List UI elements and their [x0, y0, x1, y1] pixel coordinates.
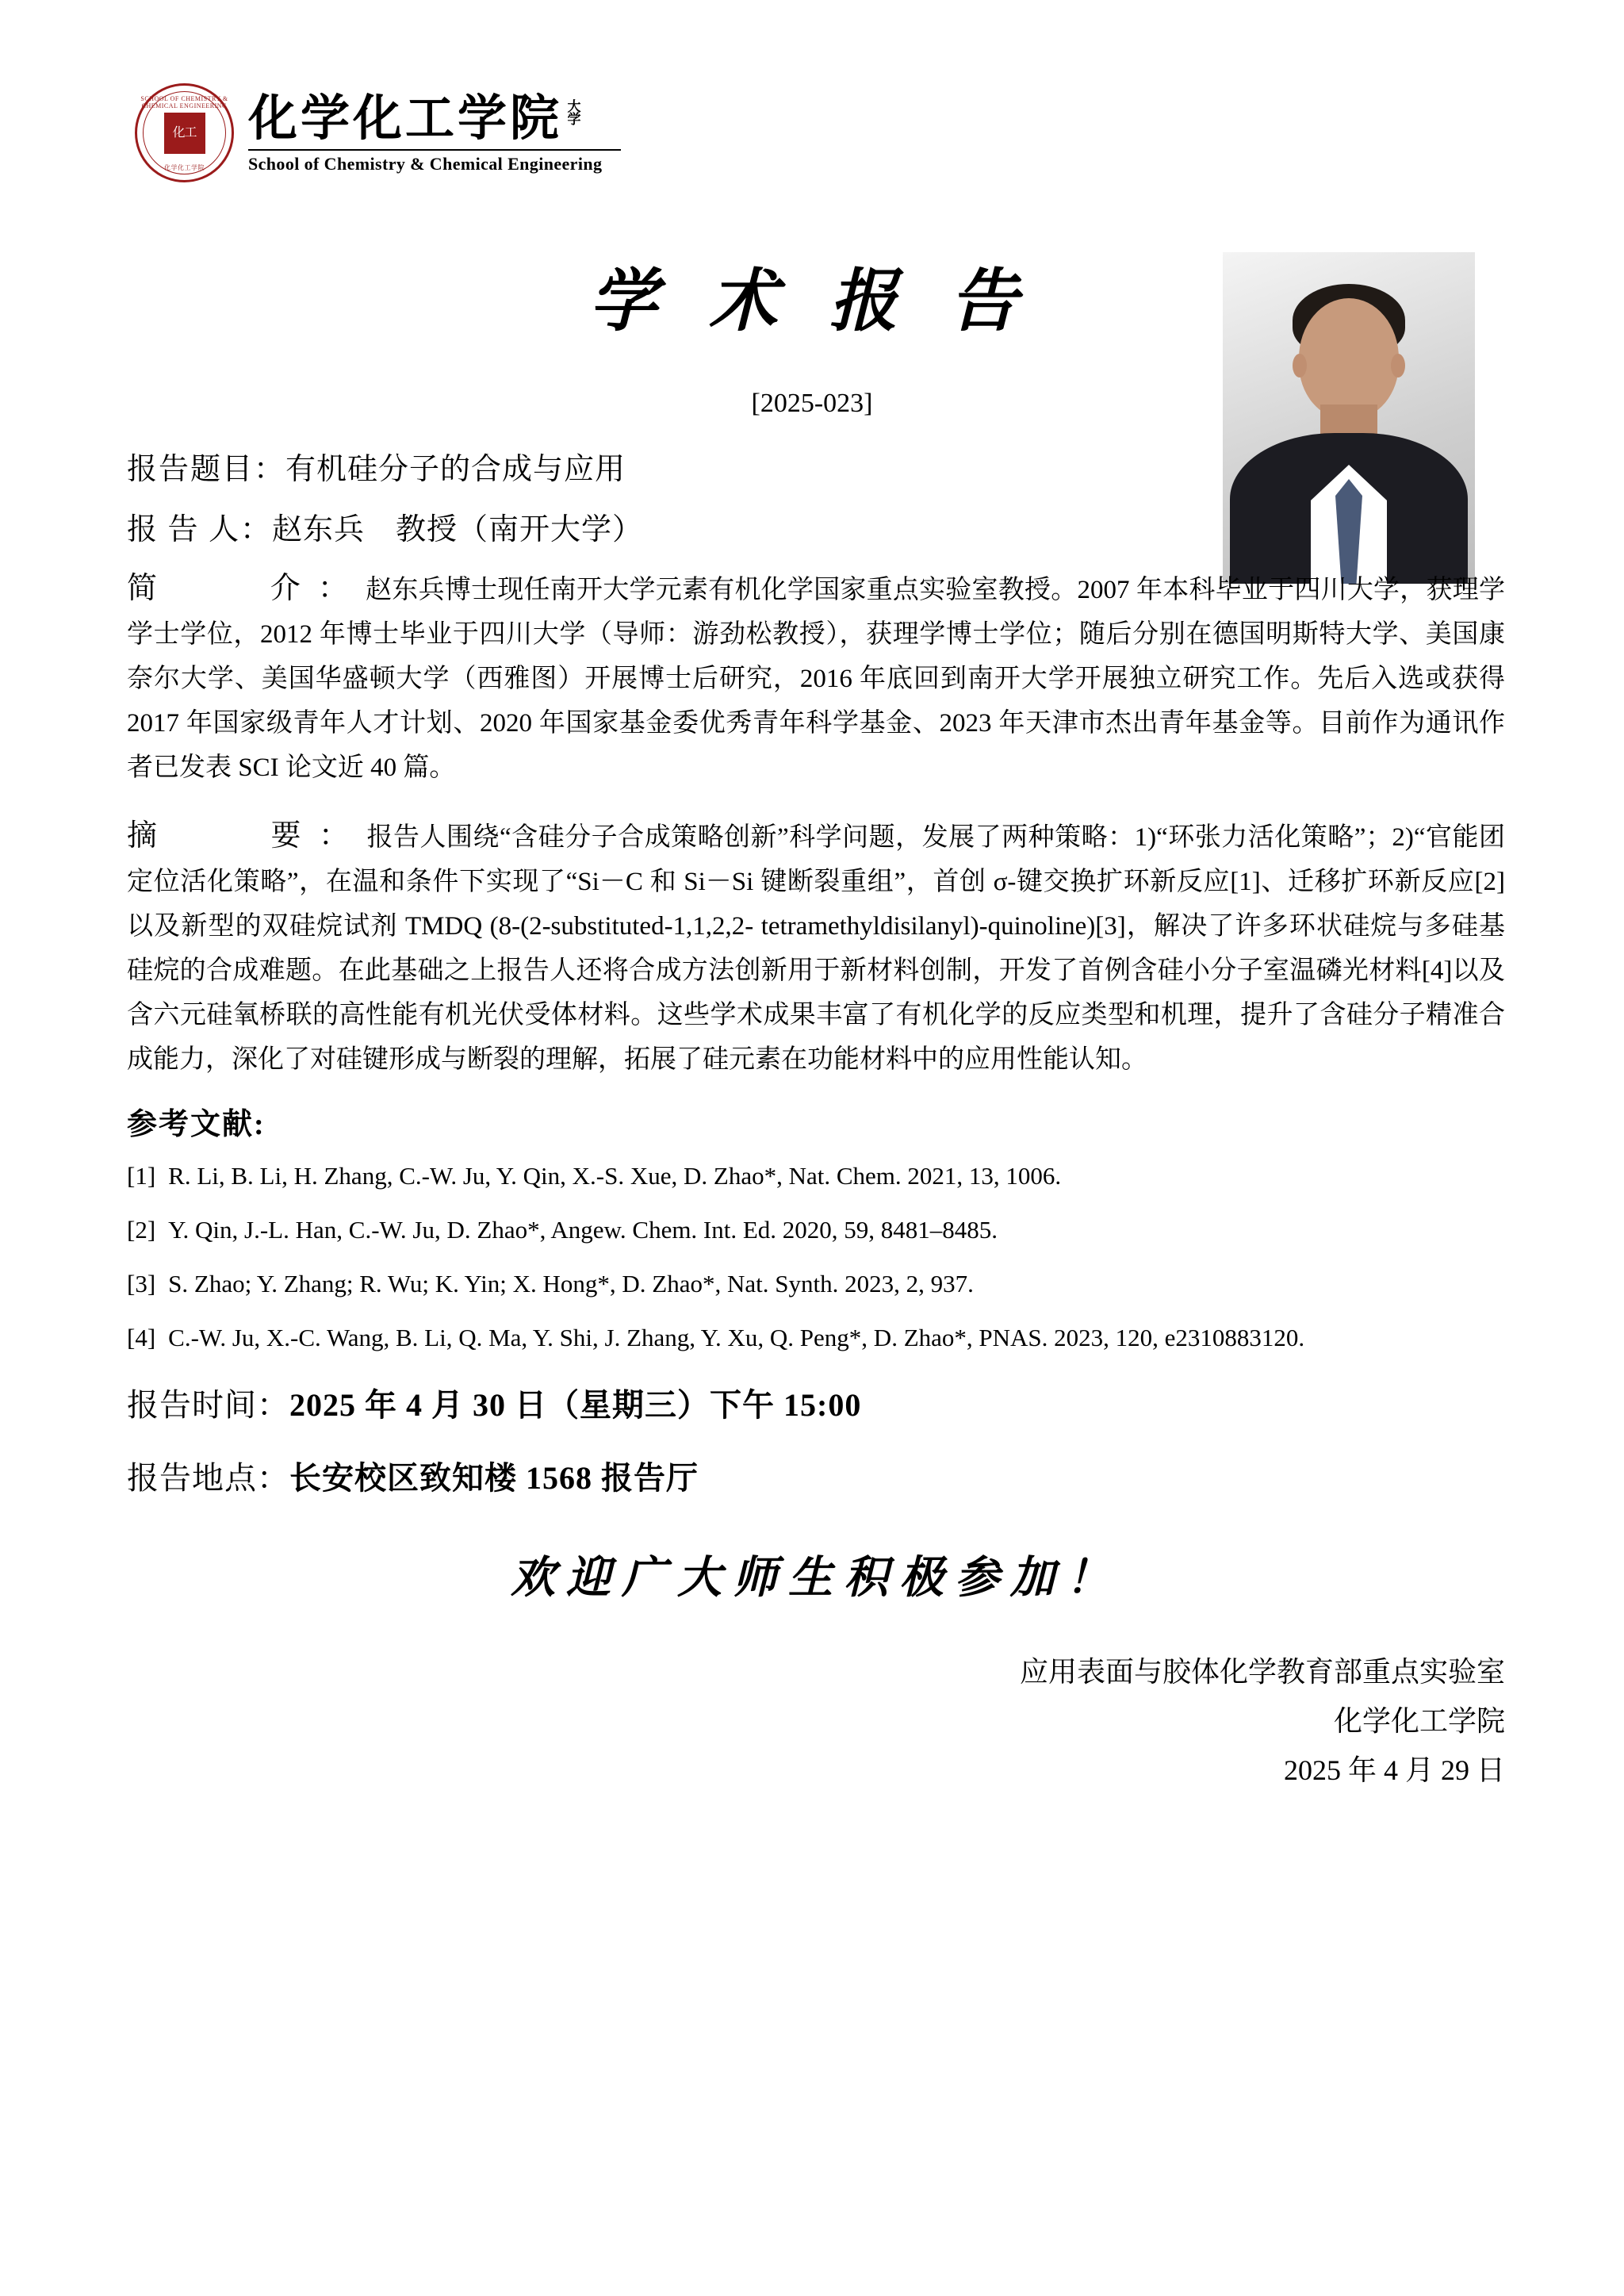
- poster-content: [127, 444, 1505, 1795]
- portrait-head: [1299, 298, 1399, 419]
- school-name-block: [248, 92, 621, 174]
- reference-text: C.-W. Ju, X.-C. Wang, B. Li, Q. Ma, Y. Shi, J. Zhang, Y. Xu, Q. Peng*, D. Zhao*, PNAS. 2023, 120, e2310883120.: [168, 1324, 1305, 1351]
- event-time-value: 2025 年 4 月 30 日（星期三）下午 15:00: [289, 1387, 862, 1423]
- reference-number: [2]: [127, 1216, 156, 1244]
- poster-footer: [127, 1647, 1505, 1795]
- biography-label: 简 介：: [127, 572, 366, 605]
- biography-text: 赵东兵博士现任南开大学元素有机化学国家重点实验室教授。2007 年本科毕业于四川大学，获理学学士学位，2012 年博士毕业于四川大学（导师：游劲松教授），获理学博士学位；随后分别在德国明斯特大学、美国康奈尔大学、美国华盛顿大学（西雅图）开展博士后研究，2016 年底回到南开大学开展独立研究工作。先后入选或获得 2017 年国家级青年人才计划、2020 年国家基金委优秀青年科学基金、2023 年天津市杰出青年基金等。目前作为通讯作者已发表 SCI 论文近 40 篇。: [127, 576, 1505, 782]
- reference-number: [4]: [127, 1324, 156, 1351]
- speaker-row: [127, 504, 1063, 555]
- event-place-label: 报告地点：: [127, 1460, 289, 1496]
- school-seal-icon: [135, 83, 234, 182]
- footer-date: 2025 年 4 月 29 日: [1283, 1754, 1505, 1786]
- abstract-paragraph: [127, 814, 1505, 1082]
- reference-item: [127, 1317, 1505, 1359]
- school-name-cn-side: 大学: [567, 98, 581, 127]
- reference-number: [1]: [127, 1162, 156, 1190]
- speaker-value: 赵东兵 教授（南开大学）: [272, 513, 644, 546]
- event-place-value: 长安校区致知楼 1568 报告厅: [289, 1460, 699, 1496]
- footer-school-name: 化学化工学院: [1333, 1705, 1505, 1737]
- event-time-label: 报告时间：: [127, 1387, 289, 1423]
- seal-ring-top-text: SCHOOL OF CHEMISTRY & CHEMICAL ENGINEERING: [140, 95, 228, 109]
- reference-text: S. Zhao; Y. Zhang; R. Wu; K. Yin; X. Hong*, D. Zhao*, Nat. Synth. 2023, 2, 937.: [168, 1270, 974, 1297]
- portrait-ear-right: [1391, 354, 1405, 378]
- reference-text: Y. Qin, J.-L. Han, C.-W. Ju, D. Zhao*, Angew. Chem. Int. Ed. 2020, 59, 8481–8485.: [168, 1216, 998, 1244]
- page-title: 学 术 报 告: [588, 263, 1036, 339]
- school-logo: [135, 83, 621, 182]
- abstract-label: 摘 要：: [127, 819, 367, 853]
- topic-label: 报告题目：: [127, 453, 286, 486]
- seal-ring-bottom-text: 化学化工学院: [164, 164, 205, 171]
- event-time-row: [127, 1379, 1505, 1432]
- footer-lab-name: 应用表面与胶体化学教育部重点实验室: [1019, 1656, 1505, 1688]
- reference-item: [127, 1156, 1505, 1197]
- event-place-row: [127, 1452, 1505, 1504]
- reference-number: [3]: [127, 1270, 156, 1297]
- abstract-text: 报告人围绕“含硅分子合成策略创新”科学问题，发展了两种策略：1)“环张力活化策略”；2)“官能团定位活化策略”，在温和条件下实现了“Si－C 和 Si－Si 键断裂重组”，首创 σ-键交换扩环新反应[1]、迁移扩环新反应[2]以及新型的双硅烷试剂 TMDQ (8-(2-substituted-1,1,2,2- tetramethyldisilanyl)-quinoline)[3]，解决了许多环状硅烷与多硅基硅烷的合成难题。在此基础之上报告人还将合成方法创新用于新材料创制，开发了首例含硅小分子室温磷光材料[4]以及含六元硅氧桥联的高性能有机光伏受体材料。这些学术成果丰富了有机化学的反应类型和机理，提升了含硅分子精准合成能力，深化了对硅键形成与断裂的理解，拓展了硅元素在功能材料中的应用性能认知。: [127, 823, 1505, 1074]
- school-name-cn: [248, 92, 621, 146]
- references-heading: 参考文献:: [127, 1108, 266, 1141]
- reference-text: R. Li, B. Li, H. Zhang, C.-W. Ju, Y. Qin, X.-S. Xue, D. Zhao*, Nat. Chem. 2021, 13, 1006.: [168, 1162, 1062, 1190]
- speaker-label: 报 告 人：: [127, 513, 273, 546]
- school-name-en: School of Chemistry & Chemical Engineering: [248, 149, 621, 174]
- topic-value: 有机硅分子的合成与应用: [285, 453, 626, 486]
- document-number: [2025-023]: [751, 389, 873, 418]
- biography-paragraph: [127, 566, 1505, 790]
- reference-item: [127, 1263, 1505, 1305]
- topic-row: [127, 444, 1063, 495]
- seal-center-text: 化工: [164, 113, 205, 154]
- welcome-message: 欢迎广大师生积极参加！: [511, 1554, 1121, 1603]
- school-name-cn-text: 化学化工学院: [248, 91, 563, 146]
- portrait-ear-left: [1293, 354, 1307, 378]
- reference-item: [127, 1209, 1505, 1251]
